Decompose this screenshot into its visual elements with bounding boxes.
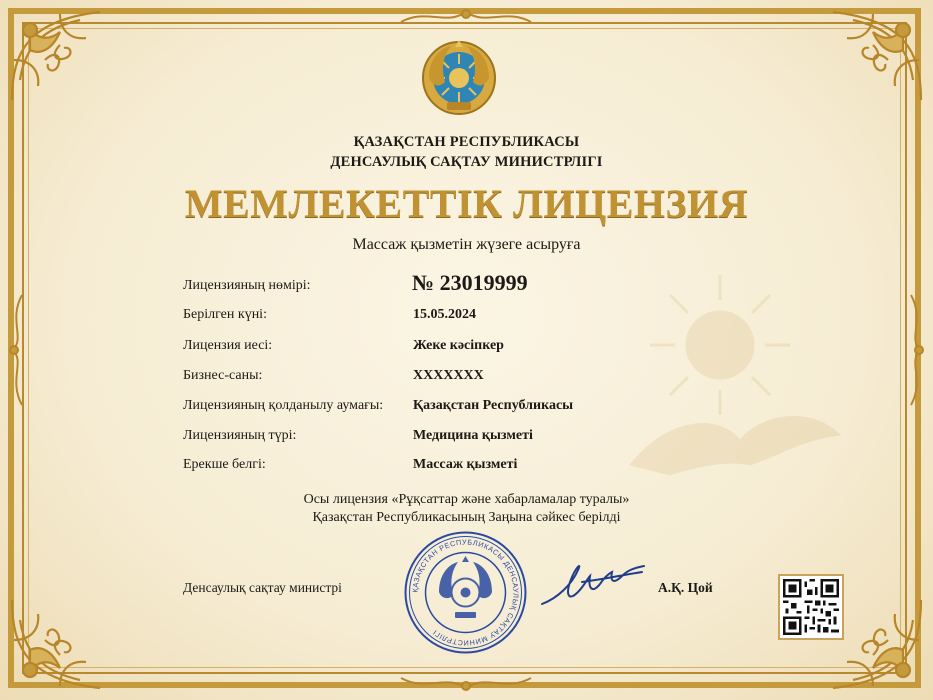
right-ornament-icon [905, 290, 927, 410]
qr-code-icon[interactable] [778, 574, 844, 640]
corner-ornament-icon [0, 0, 120, 120]
license-type-label: Лицензияның түрі: [183, 428, 297, 443]
signature-icon [538, 558, 648, 610]
ministry-seal-icon [403, 530, 528, 655]
corner-ornament-icon [0, 580, 120, 700]
license-number-label: Лицензияның нөмірі: [183, 278, 311, 293]
issue-date-label: Берілген күні: [183, 307, 267, 322]
certificate-subtitle: Массаж қызметін жүзеге асыруға [352, 236, 581, 253]
state-emblem-icon [421, 38, 497, 118]
business-number-value: XXXXXXX [413, 368, 484, 383]
legal-basis-line1: Осы лицензия «Рұқсаттар және хабарламалар туралы» [303, 492, 630, 507]
legal-basis-line2: Қазақстан Республикасының Заңына сәйкес берілді [312, 510, 621, 525]
signatory-name: А.Қ. Цой [658, 580, 713, 595]
certificate-title: МЕМЛЕКЕТТІК ЛИЦЕНЗИЯ [184, 181, 749, 226]
top-ornament-icon [396, 6, 536, 28]
territory-label: Лицензияның қолданылу аумағы: [183, 398, 384, 413]
ministry-name: ДЕНСАУЛЫҚ САҚТАУ МИНИСТРЛІГІ [330, 154, 603, 170]
special-mark-label: Ерекше белгі: [183, 457, 266, 472]
license-type-value: Медицина қызметі [413, 428, 533, 443]
seal-text: ҚАЗАҚСТАН РЕСПУБЛИКАСЫ ДЕНСАУЛЫҚ САҚТАУ МИНИСТРЛІГІ [410, 537, 521, 648]
license-holder-value: Жеке кәсіпкер [413, 338, 504, 353]
country-name: ҚАЗАҚСТАН РЕСПУБЛИКАСЫ [353, 134, 580, 150]
territory-value: Қазақстан Республикасы [413, 398, 574, 413]
license-number-value: № 23019999 [412, 270, 528, 295]
bottom-ornament-icon [396, 672, 536, 694]
left-ornament-icon [6, 290, 28, 410]
business-number-label: Бизнес-саны: [183, 368, 263, 383]
sun-eagle-watermark-icon [610, 265, 850, 495]
special-mark-value: Массаж қызметі [413, 457, 518, 472]
corner-ornament-icon [813, 0, 933, 120]
license-holder-label: Лицензия иесі: [183, 338, 273, 353]
issue-date-value: 15.05.2024 [413, 307, 476, 322]
minister-label: Денсаулық сақтау министрі [183, 580, 342, 595]
